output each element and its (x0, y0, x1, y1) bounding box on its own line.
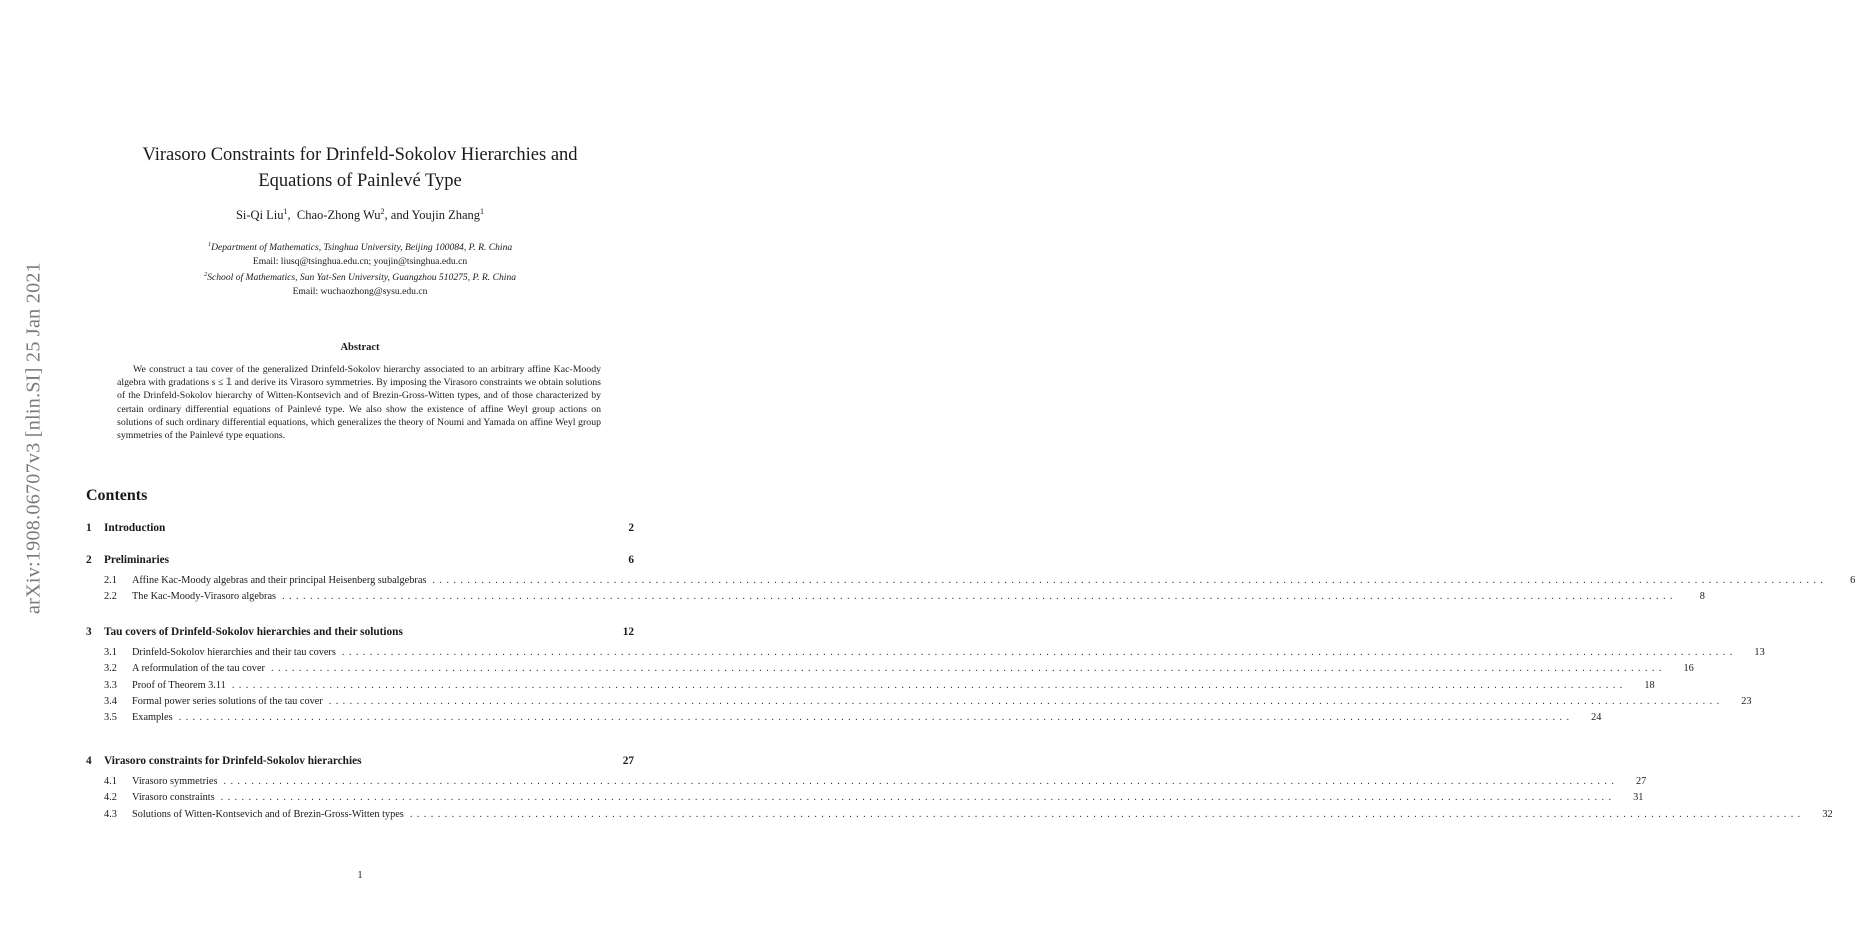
abstract-text: We construct a tau cover of the generalized Drinfeld-Sokolov hierarchy associated to an arbitrary affine Kac-Moody algebra with gradations s ≤ 𝟙 and derive its Virasoro symmetries. By imposing the Virasoro constraints we obtain solutions of the Drinfeld-Sokolov hierarchy of Witten-Kontsevich and of Brezin-Gross-Witten types, and of those characterized by certain ordinary differential equations of Painlevé type. We also show the existence of affine Weyl group actions on solutions of such ordinary differential equations, which generalizes the theory of Noumi and Yamada on affine Weyl group symmetries of the Painlevé type equations. (117, 364, 601, 442)
affiliation-line (100, 268, 620, 285)
toc-subsection-entry[interactable] (86, 679, 1655, 696)
toc-subsection-entry[interactable] (86, 792, 1644, 808)
toc-subsection-entry[interactable] (86, 712, 1602, 728)
toc-subsection-title: Solutions of Witten-Kontsevich and of Brezin-Gross-Witten types (132, 808, 404, 820)
toc-subsection-title: Proof of Theorem 3.11 (132, 679, 226, 691)
toc-section-entry[interactable] (86, 755, 634, 771)
toc-section-entry[interactable] (86, 522, 634, 538)
toc-page-number: 32 (1822, 808, 1833, 820)
toc-section-number: 3 (86, 626, 92, 638)
affiliation-text: Department of Mathematics, Tsinghua University, Beijing 100084, P. R. China (211, 242, 513, 254)
toc-subsection-entry[interactable] (86, 575, 1855, 591)
contents-heading: Contents (86, 487, 148, 504)
toc-subsection-entry[interactable] (86, 591, 1705, 607)
author-separator: , (287, 208, 297, 223)
toc-section-entry[interactable] (86, 554, 634, 570)
toc-dot-leader: ........................................................................................................................................................................................................ (220, 792, 1616, 804)
affiliation-text: School of Mathematics, Sun Yat-Sen University, Guangzhou 510275, P. R. China (207, 272, 517, 284)
toc-dot-leader: ........................................................................................................................................................................................................ (270, 663, 1666, 675)
toc-subsection-number: 3.4 (104, 695, 117, 707)
affiliation-line (100, 238, 620, 255)
affiliation-email: Email: wuchaozhong@sysu.edu.cn (292, 286, 428, 298)
toc-section-number: 4 (86, 755, 92, 767)
author-separator: , and (384, 208, 412, 223)
toc-page-number: 8 (1699, 591, 1705, 603)
toc-dot-leader: ........................................................................................................................................................................................................ (409, 808, 1805, 820)
toc-subsection-title: Affine Kac-Moody algebras and their principal Heisenberg subalgebras (132, 575, 427, 586)
toc-page-number: 23 (1741, 695, 1752, 707)
affiliation-mark: 1 (207, 241, 212, 248)
title-line-2: Equations of Painlevé Type (258, 171, 462, 191)
toc-subsection-number: 4.3 (104, 808, 117, 820)
toc-subsection-number: 3.5 (104, 712, 117, 724)
toc-page-number: 13 (1754, 647, 1765, 658)
toc-subsection-number: 2.1 (104, 575, 117, 586)
toc-subsection-title: Virasoro constraints (132, 792, 215, 804)
toc-subsection-number: 4.1 (104, 776, 117, 787)
toc-page-number: 6 (1850, 575, 1855, 586)
toc-page-number: 12 (622, 626, 634, 638)
toc-dot-leader: ........................................................................................................................................................................................................ (328, 695, 1724, 707)
abstract-heading: Abstract (340, 342, 380, 353)
affiliations (100, 238, 620, 299)
toc-subsection-number: 4.2 (104, 792, 117, 804)
author-name: Chao-Zhong Wu (296, 208, 381, 223)
toc-subsection-title: A reformulation of the tau cover (132, 663, 265, 675)
toc-section-title: Virasoro constraints for Drinfeld-Sokolov hierarchies (104, 755, 362, 767)
toc-page-number: 16 (1683, 663, 1694, 675)
author-affiliation-mark: 1 (283, 207, 288, 216)
toc-page-number: 24 (1591, 712, 1602, 724)
toc-dot-leader: ........................................................................................................................................................................................................ (341, 647, 1737, 658)
toc-subsection-title: Examples (132, 712, 173, 724)
page-number: 1 (357, 870, 363, 881)
affiliation-email: Email: liusq@tsinghua.edu.cn; youjin@tsinghua.edu.cn (252, 255, 468, 267)
toc-subsection-entry[interactable] (86, 776, 1647, 792)
toc-section-entry[interactable] (86, 626, 634, 642)
toc-page-number: 18 (1644, 679, 1655, 691)
toc-section-number: 2 (86, 554, 92, 566)
author-name: Si-Qi Liu (235, 208, 284, 223)
arxiv-stamp: arXiv:1908.06707v3 [nlin.SI] 25 Jan 2021 (22, 262, 45, 614)
toc-subsection-title: Drinfeld-Sokolov hierarchies and their tau covers (132, 647, 336, 658)
paper-title (110, 142, 610, 194)
toc-dot-leader: ........................................................................................................................................................................................................ (178, 712, 1574, 724)
author-affiliation-mark: 2 (380, 207, 385, 216)
toc-subsection-number: 2.2 (104, 591, 117, 603)
toc-section-title: Preliminaries (104, 554, 170, 566)
toc-subsection-number: 3.2 (104, 663, 117, 675)
author-list (110, 207, 610, 223)
toc-subsection-entry[interactable] (86, 808, 1833, 825)
toc-subsection-entry[interactable] (86, 663, 1694, 679)
toc-section-title: Introduction (104, 522, 166, 534)
title-line-1: Virasoro Constraints for Drinfeld-Sokolov Hierarchies and (142, 145, 578, 165)
toc-page-number: 31 (1633, 792, 1644, 804)
toc-subsection-entry[interactable] (86, 695, 1752, 712)
toc-dot-leader: ........................................................................................................................................................................................................ (231, 679, 1627, 691)
author-affiliation-mark: 1 (480, 207, 485, 216)
toc-section-number: 1 (86, 522, 92, 534)
toc-subsection-title: Virasoro symmetries (132, 776, 218, 787)
toc-subsection-number: 3.1 (104, 647, 117, 658)
toc-subsection-number: 3.3 (104, 679, 117, 691)
toc-subsection-title: The Kac-Moody-Virasoro algebras (132, 591, 277, 603)
toc-page-number: 6 (628, 554, 634, 566)
toc-page-number: 2 (628, 522, 634, 534)
author-name: Youjin Zhang (411, 208, 481, 223)
toc-dot-leader: ........................................................................................................................................................................................................ (282, 591, 1677, 603)
affiliation-mark: 2 (203, 271, 208, 279)
toc-subsection-title: Formal power series solutions of the tau cover (132, 695, 323, 707)
toc-dot-leader: ........................................................................................................................................................................................................ (223, 776, 1619, 787)
toc-page-number: 27 (1636, 776, 1647, 787)
toc-page-number: 27 (622, 755, 634, 767)
toc-subsection-entry[interactable] (86, 647, 1765, 663)
toc-section-title: Tau covers of Drinfeld-Sokolov hierarchies and their solutions (104, 626, 403, 638)
toc-dot-leader: ........................................................................................................................................................................................................ (432, 575, 1828, 586)
